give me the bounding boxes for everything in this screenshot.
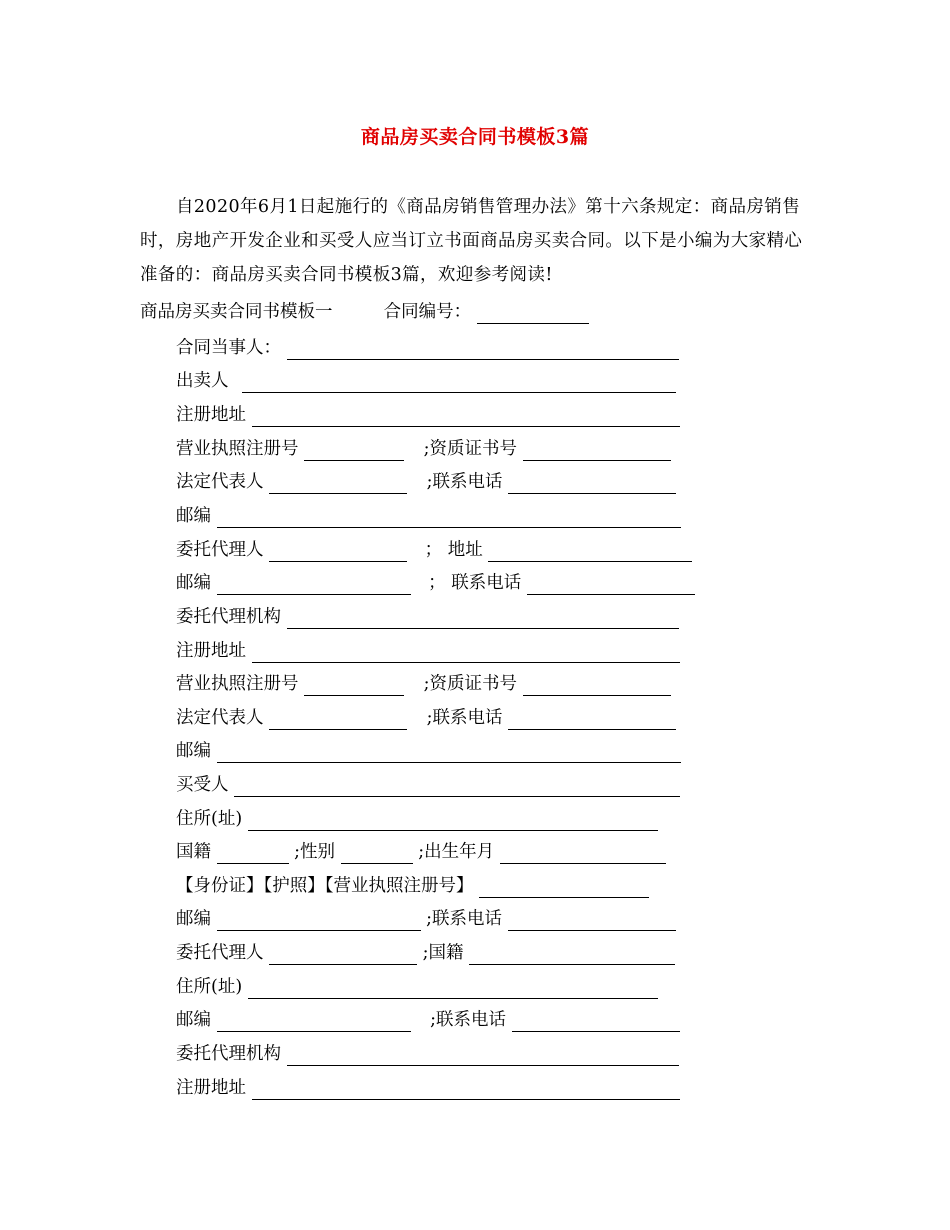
intro-paragraph: 自2020年6月1日起施行的《商品房销售管理办法》第十六条规定：商品房销售时，房地产开发企业和买受人应当订立书面商品房买卖合同。以下是小编为大家精心准备的：商品房买卖合同书模板3篇，欢迎参考阅读! (140, 197, 803, 285)
buyer-blank[interactable] (234, 778, 680, 797)
form-row (176, 874, 649, 898)
form-row (176, 1008, 680, 1032)
legal-rep-blank[interactable] (269, 475, 407, 494)
form-row (176, 840, 666, 864)
agent-blank[interactable] (269, 946, 417, 965)
contract-no-label: 合同编号： (383, 302, 472, 322)
birth-blank[interactable] (500, 845, 666, 864)
agent-label: 委托代理人 (176, 540, 264, 560)
form-row (176, 907, 676, 931)
reg-address-blank[interactable] (252, 1081, 680, 1100)
gender-label: ;性别 (294, 842, 336, 862)
parties-blank[interactable] (287, 341, 679, 360)
form-row (176, 538, 692, 562)
template-heading-row (140, 300, 589, 324)
phone-blank[interactable] (508, 475, 676, 494)
residence-blank[interactable] (248, 980, 658, 999)
license-no-label: 营业执照注册号 (176, 674, 299, 694)
nationality-blank[interactable] (469, 946, 675, 965)
postcode-label: 邮编 (176, 741, 211, 761)
agency-blank[interactable] (287, 610, 679, 629)
form-row (176, 773, 680, 797)
form-row (176, 975, 658, 999)
phone-blank[interactable] (508, 711, 676, 730)
nationality-label: ;国籍 (422, 943, 464, 963)
postcode-blank[interactable] (217, 744, 681, 763)
form-row (176, 672, 671, 696)
cert-no-blank[interactable] (523, 442, 671, 461)
address-label: ； 地址 (424, 540, 483, 560)
form-row (176, 470, 676, 494)
postcode-blank[interactable] (217, 1013, 411, 1032)
buyer-label: 买受人 (176, 775, 229, 795)
form-row (176, 706, 676, 730)
seller-blank[interactable] (242, 374, 676, 393)
gender-blank[interactable] (341, 845, 413, 864)
form-row (176, 739, 681, 763)
reg-address-blank[interactable] (252, 408, 680, 427)
agency-blank[interactable] (287, 1047, 679, 1066)
form-row (176, 437, 671, 461)
postcode-label: 邮编 (176, 1010, 211, 1030)
form-row (176, 504, 681, 528)
phone-label: ;联系电话 (426, 472, 503, 492)
postcode-blank[interactable] (217, 912, 421, 931)
cert-no-label: ;资质证书号 (423, 674, 518, 694)
form-row (176, 369, 676, 393)
license-no-blank[interactable] (304, 677, 404, 696)
form-row (176, 639, 680, 663)
template-heading: 商品房买卖合同书模板一 (140, 302, 333, 322)
postcode-label: 邮编 (176, 573, 211, 593)
cert-no-label: ;资质证书号 (423, 439, 518, 459)
id-number-blank[interactable] (479, 879, 649, 898)
agent-blank[interactable] (269, 543, 407, 562)
form-row (176, 1042, 679, 1066)
form-row (176, 571, 695, 595)
legal-rep-blank[interactable] (269, 711, 407, 730)
residence-label: 住所(址) (176, 809, 243, 829)
reg-address-label: 注册地址 (176, 641, 246, 661)
reg-address-label: 注册地址 (176, 405, 246, 425)
legal-rep-label: 法定代表人 (176, 472, 264, 492)
form-row (176, 941, 675, 965)
nationality-blank[interactable] (217, 845, 289, 864)
form-row (176, 403, 680, 427)
postcode-blank[interactable] (217, 509, 681, 528)
phone-blank[interactable] (512, 1013, 680, 1032)
license-no-label: 营业执照注册号 (176, 439, 299, 459)
postcode-blank[interactable] (217, 576, 411, 595)
agent-label: 委托代理人 (176, 943, 264, 963)
phone-blank[interactable] (527, 576, 695, 595)
form-row (176, 605, 679, 629)
nationality-label: 国籍 (176, 842, 211, 862)
birth-label: ;出生年月 (418, 842, 495, 862)
reg-address-label: 注册地址 (176, 1078, 246, 1098)
agency-label: 委托代理机构 (176, 607, 281, 627)
residence-blank[interactable] (248, 812, 658, 831)
postcode-label: 邮编 (176, 909, 211, 929)
address-blank[interactable] (488, 543, 692, 562)
phone-label: ;联系电话 (430, 1010, 507, 1030)
residence-label: 住所(址) (176, 977, 243, 997)
parties-label: 合同当事人： (176, 338, 281, 358)
legal-rep-label: 法定代表人 (176, 708, 264, 728)
cert-no-blank[interactable] (523, 677, 671, 696)
seller-label: 出卖人 (176, 371, 229, 391)
contract-no-blank[interactable] (477, 305, 589, 324)
form-row (176, 336, 679, 360)
agency-label: 委托代理机构 (176, 1044, 281, 1064)
id-types-label: 【身份证】【护照】【营业执照注册号】 (176, 876, 474, 896)
form-row (176, 1076, 680, 1100)
postcode-label: 邮编 (176, 506, 211, 526)
document-title: 商品房买卖合同书模板3篇 (360, 126, 590, 148)
form-row (176, 807, 658, 831)
phone-label: ;联系电话 (426, 708, 503, 728)
license-no-blank[interactable] (304, 442, 404, 461)
reg-address-blank[interactable] (252, 644, 680, 663)
phone-label: ； 联系电话 (428, 573, 522, 593)
phone-label: ;联系电话 (426, 909, 503, 929)
phone-blank[interactable] (508, 912, 676, 931)
